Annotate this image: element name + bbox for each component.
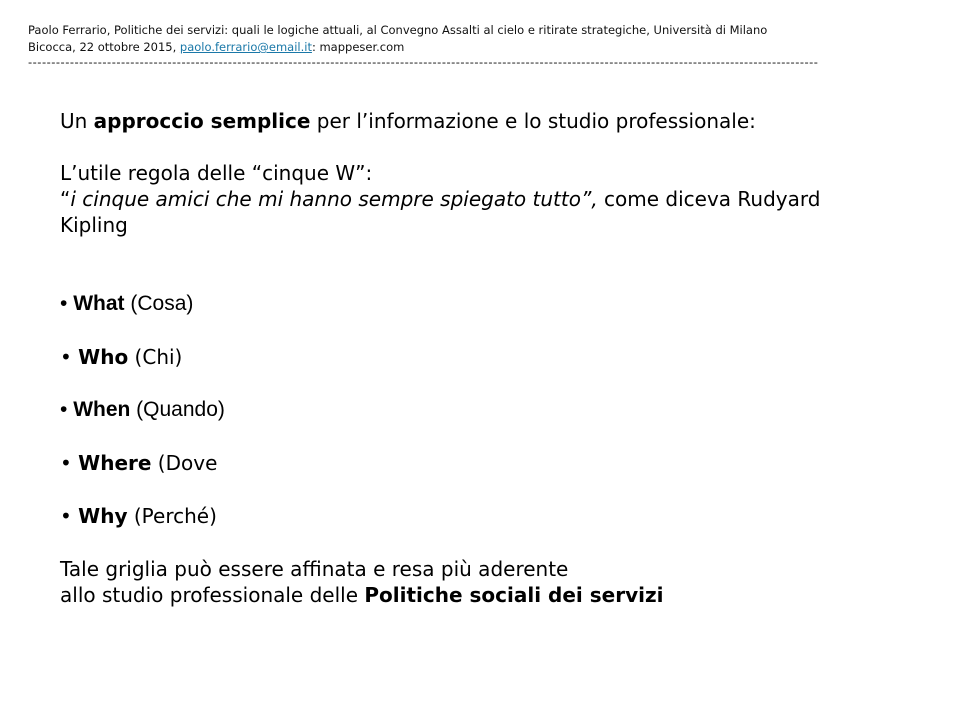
bullet-mark: •	[60, 504, 79, 528]
list-item-where	[60, 450, 900, 476]
list-item-when	[60, 397, 900, 423]
header-line-2	[28, 39, 928, 56]
closing-bold: Politiche sociali dei servizi	[364, 583, 664, 607]
quote-italic: i cinque amici che mi hanno sempre spiegato tutto”,	[70, 187, 598, 211]
slide-body	[60, 108, 900, 608]
intro-text-2: per l’informazione e lo studio professionale:	[310, 109, 756, 133]
list-item-why	[60, 503, 900, 529]
bullet-gloss: (Cosa)	[124, 292, 194, 315]
closing-line-1: Tale griglia può essere affinata e resa più aderente	[60, 557, 569, 581]
header-line-1: Paolo Ferrario, Politiche dei servizi: quali le logiche attuali, al Convegno Assalti al cielo e ritirate strategiche, Università di Milano	[28, 23, 768, 37]
intro-bold: approccio semplice	[93, 109, 311, 133]
bullet-mark: •	[60, 451, 79, 475]
bullet-gloss: (Dove	[151, 451, 218, 475]
header-site-text: : mappeser.com	[311, 40, 405, 54]
header-divider: --------------------------------------------------------------------------------------------------------------------------------------------------------------------------	[28, 56, 819, 68]
five-w-rule	[60, 160, 900, 238]
intro-paragraph	[60, 108, 900, 134]
bullet-gloss: (Quando)	[130, 398, 225, 421]
closing-text: allo studio professionale delle	[60, 583, 365, 607]
bullet-mark: •	[60, 345, 79, 369]
bullet-term: Why	[78, 504, 128, 528]
bullet-mark: •	[60, 292, 74, 315]
bullet-gloss: (Perché)	[127, 504, 217, 528]
quote-rest: come diceva Rudyard	[597, 187, 821, 211]
intro-text-1: Un	[60, 109, 94, 133]
five-w-list	[60, 291, 900, 529]
bullet-term: Where	[78, 451, 152, 475]
kipling-name: Kipling	[60, 213, 128, 237]
email-link[interactable]: paolo.ferrario@email.it	[179, 40, 312, 54]
bullet-term: What	[73, 292, 125, 315]
kipling-quote	[60, 186, 900, 212]
bullet-mark: •	[60, 398, 74, 421]
list-item-what	[60, 291, 900, 317]
header-date-text: Bicocca, 22 ottobre 2015,	[28, 40, 180, 54]
closing-line-2	[60, 582, 900, 608]
bullet-term: Who	[78, 345, 129, 369]
rule-line: L’utile regola delle “cinque W”:	[60, 161, 373, 185]
bullet-gloss: (Chi)	[128, 345, 183, 369]
closing-paragraph	[60, 556, 900, 608]
bullet-term: When	[73, 398, 131, 421]
list-item-who	[60, 344, 900, 370]
quote-open: “	[60, 187, 71, 211]
slide-header	[28, 22, 928, 68]
